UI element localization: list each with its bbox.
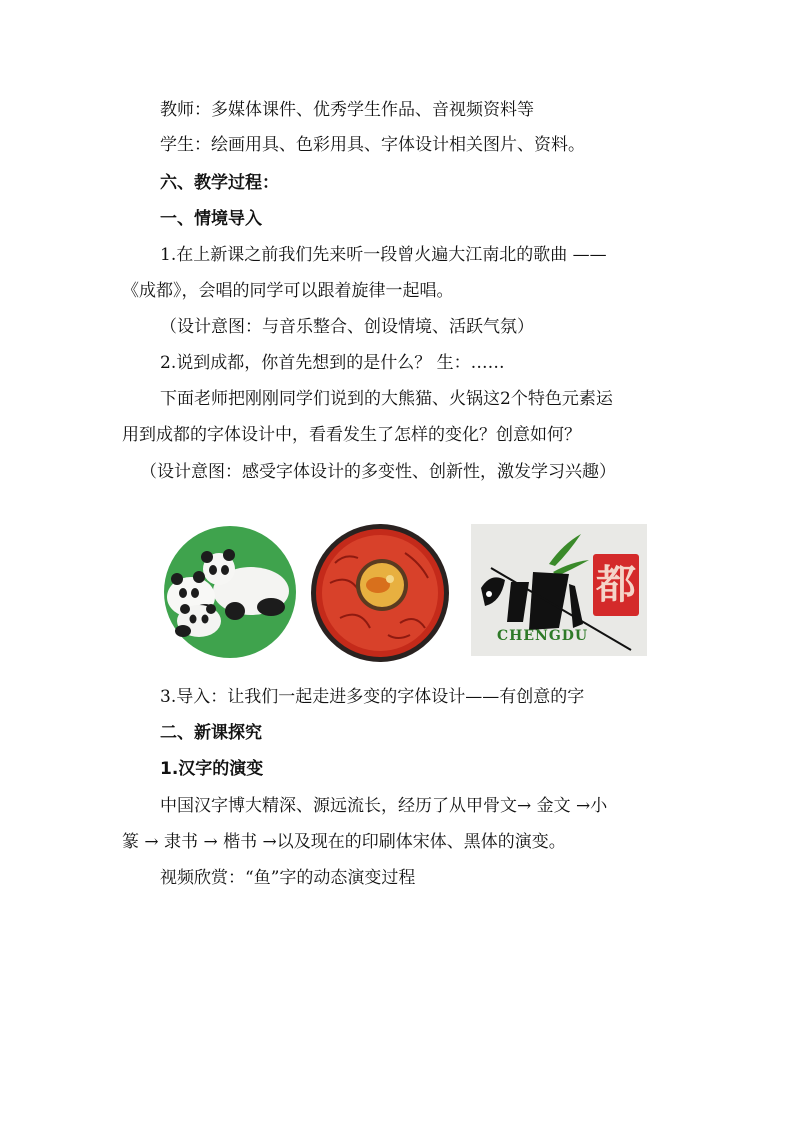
logo-text: CHENGDU — [497, 628, 589, 644]
student-materials: 学生：绘画用具、色彩用具、字体设计相关图片、资料。 — [160, 135, 585, 155]
section-heading-teaching-process: 六、教学过程： — [160, 173, 279, 193]
evolution-para-line1: 中国汉字博大精深、源远流长，经历了从甲骨文→ 金文 →小 — [160, 796, 608, 816]
part-heading-scenario-intro: 一、情境导入 — [160, 209, 262, 229]
subheading-character-evolution: 1.汉字的演变 — [160, 759, 264, 779]
step3: 3.导入：让我们一起走进多变的字体设计——有创意的字 — [160, 687, 585, 707]
step1-line2: 《成都》，会唱的同学可以跟着旋律一起唱。 — [122, 281, 454, 301]
panda-image — [163, 525, 297, 659]
design-intent-2: （设计意图：感受字体设计的多变性、创新性，激发学习兴趣） — [140, 462, 616, 482]
chengdu-logo-image — [471, 524, 647, 656]
video-appreciation: 视频欣赏：“鱼”字的动态演变过程 — [160, 868, 416, 888]
step2: 2.说到成都，你首先想到的是什么？ 生：…… — [160, 353, 505, 373]
logo-seal-char: 都 — [596, 561, 636, 608]
design-intent-1: （设计意图：与音乐整合、创设情境、活跃气氛） — [160, 317, 534, 337]
logo-seal — [593, 554, 639, 616]
part-heading-new-lesson: 二、新课探究 — [160, 723, 262, 743]
intro-para-line1: 下面老师把刚刚同学们说到的大熊猫、火锅这2个特色元素运 — [160, 389, 613, 409]
teacher-materials: 教师：多媒体课件、优秀学生作品、音视频资料等 — [160, 100, 534, 120]
intro-para-line2: 用到成都的字体设计中，看看发生了怎样的变化？创意如何？ — [122, 425, 581, 445]
evolution-para-line2: 篆 → 隶书 → 楷书 →以及现在的印刷体宋体、黑体的演变。 — [122, 832, 566, 852]
step1-line1: 1.在上新课之前我们先来听一段曾火遍大江南北的歌曲 —— — [160, 245, 607, 265]
hotpot-image — [310, 523, 450, 663]
